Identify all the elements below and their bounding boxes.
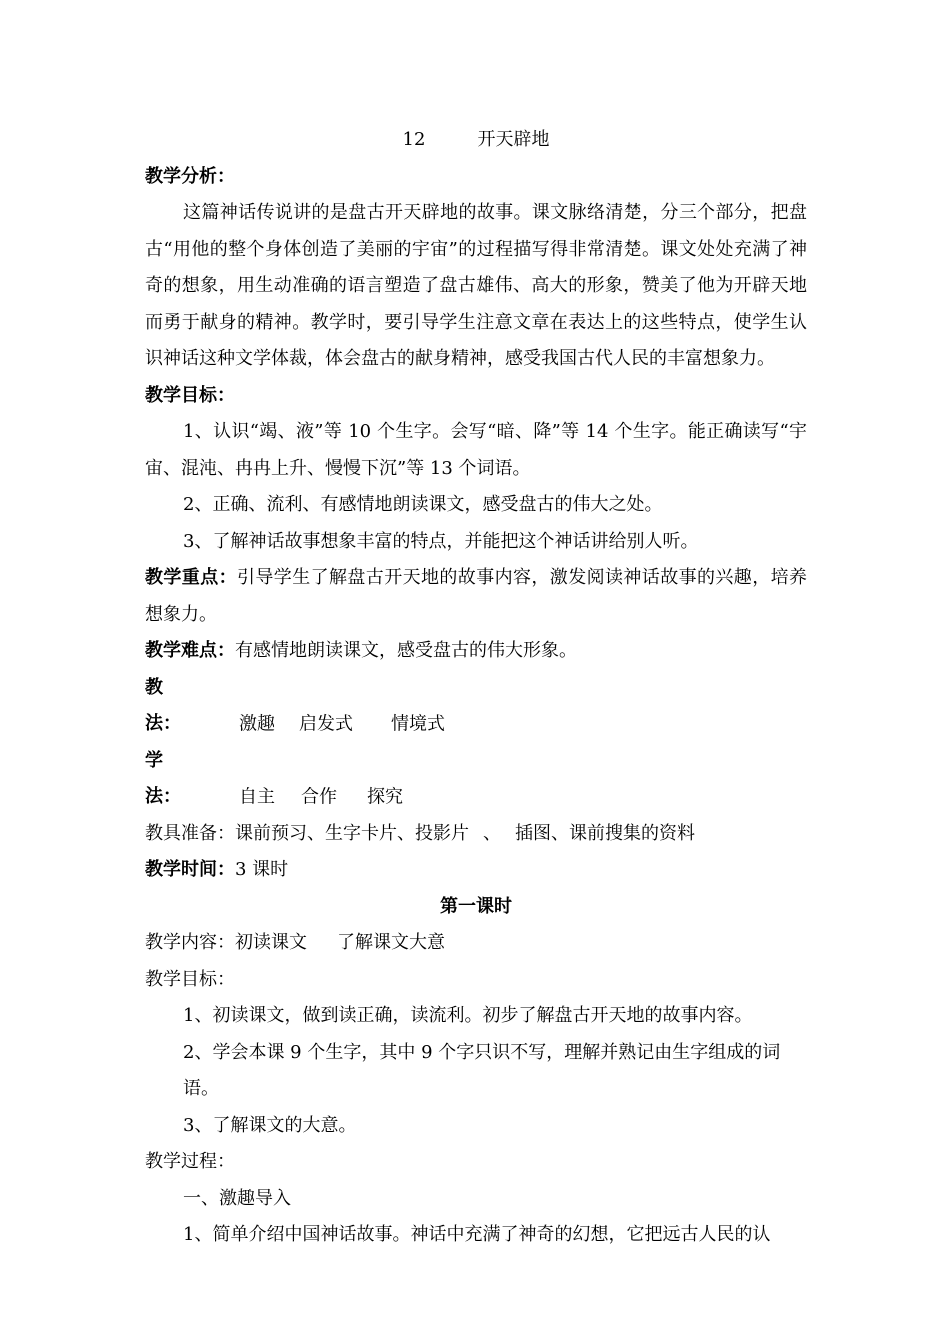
lesson1-goal-1: 1、初读课文，做到读正确，读流利。初步了解盘古开天地的故事内容。 <box>183 1005 753 1026</box>
tools <box>145 816 807 853</box>
lesson-title-text: 开天辟地 <box>477 129 550 150</box>
learn-method-item: 探究 <box>367 786 403 807</box>
analysis-label: 教学分析： <box>145 165 235 187</box>
time-label: 教学时间： <box>145 859 235 880</box>
time <box>145 852 807 889</box>
goal-item-2: 2、正确、流利、有感情地朗读课文，感受盘古的伟大之处。 <box>183 494 663 515</box>
lesson1-goal-2-cont: 语。 <box>183 1078 219 1099</box>
difficulty-label: 教学难点： <box>145 640 235 661</box>
key-point-label: 教学重点： <box>145 567 237 588</box>
learn-method-item: 合作 <box>301 786 337 807</box>
learn-method-item: 自主 <box>239 786 275 807</box>
lesson1-process-label: 教学过程： <box>145 1151 235 1172</box>
lesson1-process-step-1: 一、激趣导入 <box>183 1187 291 1209</box>
tools-label: 教具准备： <box>145 822 235 844</box>
lesson1-heading: 第一课时 <box>440 895 512 917</box>
teach-method-item: 情境式 <box>391 713 445 734</box>
teach-method-label: 教法： <box>145 676 181 734</box>
lesson1-goal-3: 3、了解课文的大意。 <box>183 1114 357 1136</box>
lesson1-process-step-2: 1、简单介绍中国神话故事。神话中充满了神奇的幻想，它把远古人民的认 <box>183 1224 771 1245</box>
tools-item: 插图、课前搜集的资料 <box>515 822 695 844</box>
lesson1-content-item: 了解课文大意 <box>337 932 445 953</box>
difficulty <box>145 633 807 670</box>
lesson1-content-label: 教学内容： <box>145 932 235 953</box>
goal-item-3: 3、了解神话故事想象丰富的特点，并能把这个神话讲给别人听。 <box>183 530 699 552</box>
lesson1-goal-2: 2、学会本课 9 个生字，其中 9 个字只识不写，理解并熟记由生字组成的词 <box>183 1041 781 1063</box>
key-point-text: 引导学生了解盘古开天地的故事内容，激发阅读神话故事的兴趣，培养想象力。 <box>145 567 807 625</box>
teach-method-item: 激趣 <box>239 713 275 734</box>
learn-method-label: 学法： <box>145 749 181 807</box>
analysis-text: 这篇神话传说讲的是盘古开天辟地的故事。课文脉络清楚，分三个部分，把盘古“用他的整个身体创造了美丽的宇宙”的过程描写得非常清楚。课文处处充满了神奇的想象，用生动准确的语言塑造了盘古雄伟、高大的形象，赞美了他为开辟天地而勇于献身的精神。教学时，要引导学生注意文章在表达上的这些特点，使学生认识神话这种文学体裁，体会盘古的献身精神，感受我国古代人民的丰富想象力。 <box>145 202 807 369</box>
teach-method <box>145 670 807 743</box>
tools-item: 、 <box>483 822 501 844</box>
goal-item-1: 1、认识“竭、液”等 10 个生字。会写“暗、降”等 14 个生字。能正确读写“宇宙、混沌、冉冉上升、慢慢下沉”等 13 个词语。 <box>145 421 807 479</box>
lesson-number: 12 <box>402 129 426 150</box>
goals-label: 教学目标： <box>145 384 235 406</box>
time-text: 3 课时 <box>235 859 289 880</box>
difficulty-text: 有感情地朗读课文，感受盘古的伟大形象。 <box>235 640 577 661</box>
lesson1-content <box>145 925 807 962</box>
learn-method <box>145 743 807 816</box>
lesson1-goals-label: 教学目标： <box>145 968 235 990</box>
lesson-title <box>145 122 807 159</box>
key-point <box>145 560 807 633</box>
lesson1-content-item: 初读课文 <box>235 932 307 953</box>
tools-item: 课前预习、生字卡片、投影片 <box>235 822 469 844</box>
teach-method-item: 启发式 <box>299 713 353 734</box>
document-page <box>145 122 807 1254</box>
